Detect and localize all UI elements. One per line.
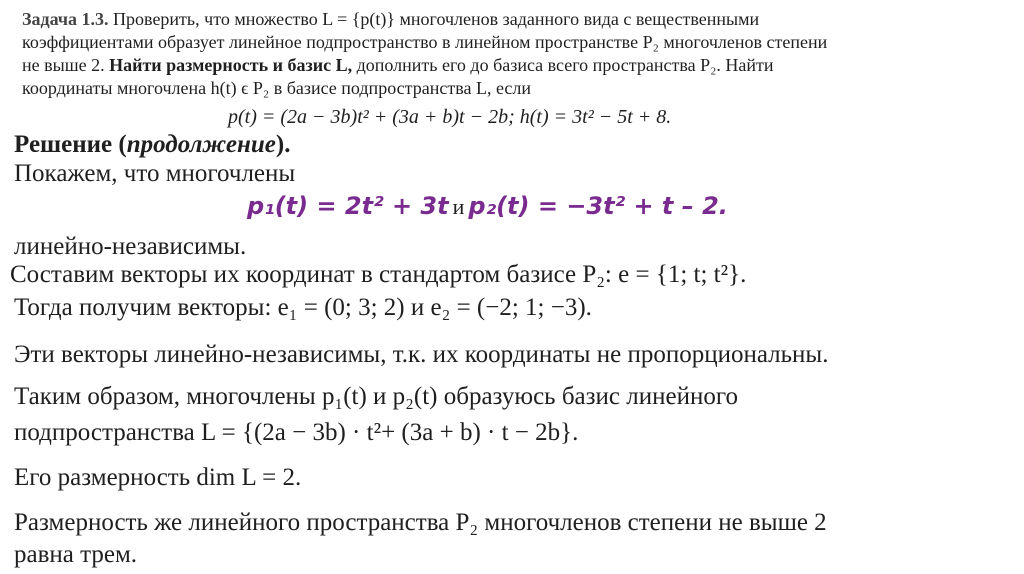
task-label: Задача 1.3.	[22, 9, 109, 29]
solution-heading-text: Решение (	[14, 131, 127, 158]
vectors-text: Тогда получим векторы: e₁ = (0; 3; 2) и e₂ = (−2; 1; −3).	[14, 294, 592, 321]
task-text-1: Проверить, что множество L = {p(t)} многочленов заданного вида с вещественными	[113, 9, 760, 29]
solution-heading-end: ).	[275, 131, 291, 158]
not-proportional-text: Эти векторы линейно-независимы, т.к. их координаты не пропорциональны.	[14, 341, 829, 368]
thus-line-2: подпространства L = {(2a − 3b) · t²+ (3a + b) · t − 2b}.	[14, 419, 579, 446]
space-dim-line-1: Размерность же линейного пространства P₂ многочленов степени не выше 2	[14, 509, 827, 536]
task-formula: p(t) = (2a − 3b)t² + (3a + b)t − 2b; h(t) = 3t² − 5t + 8.	[228, 106, 672, 128]
task-text-3b: Найти размерность и базис L,	[109, 55, 353, 75]
solution-heading-italic: продолжение	[126, 131, 276, 158]
task-text-3a: не выше 2.	[22, 55, 105, 75]
task-line-4: координаты многочлена h(t) ϵ P₂ в базисе подпространства L, если	[22, 78, 531, 98]
and-text: и	[452, 194, 465, 219]
thus-line-1: Таким образом, многочлены p₁(t) и p₂(t) образуюсь базис линейного	[14, 383, 738, 410]
p2-formula: p₂(t) = −3t² + t – 2.	[468, 192, 728, 220]
compose-text: Составим векторы их координат в стандартом базисе P₂: e = {1; t; t²}.	[10, 261, 747, 288]
task-line-2: коэффициентами образует линейное подпространство в линейном пространстве P₂ многочленов степени	[22, 32, 828, 52]
polynomials-line	[247, 192, 728, 220]
show-text: Покажем, что многочлены	[14, 160, 296, 187]
independent-text: линейно-независимы.	[14, 233, 247, 260]
task-line-1	[22, 8, 1002, 30]
task-line-3	[22, 54, 1002, 76]
space-dim-line-2: равна трем.	[14, 541, 138, 568]
solution-heading	[14, 130, 290, 160]
p1-formula: p₁(t) = 2t² + 3t	[247, 192, 449, 220]
dimension-text: Его размерность dim L = 2.	[14, 464, 302, 491]
task-text-3c: дополнить его до базиса всего пространства P₂. Найти	[356, 55, 774, 75]
